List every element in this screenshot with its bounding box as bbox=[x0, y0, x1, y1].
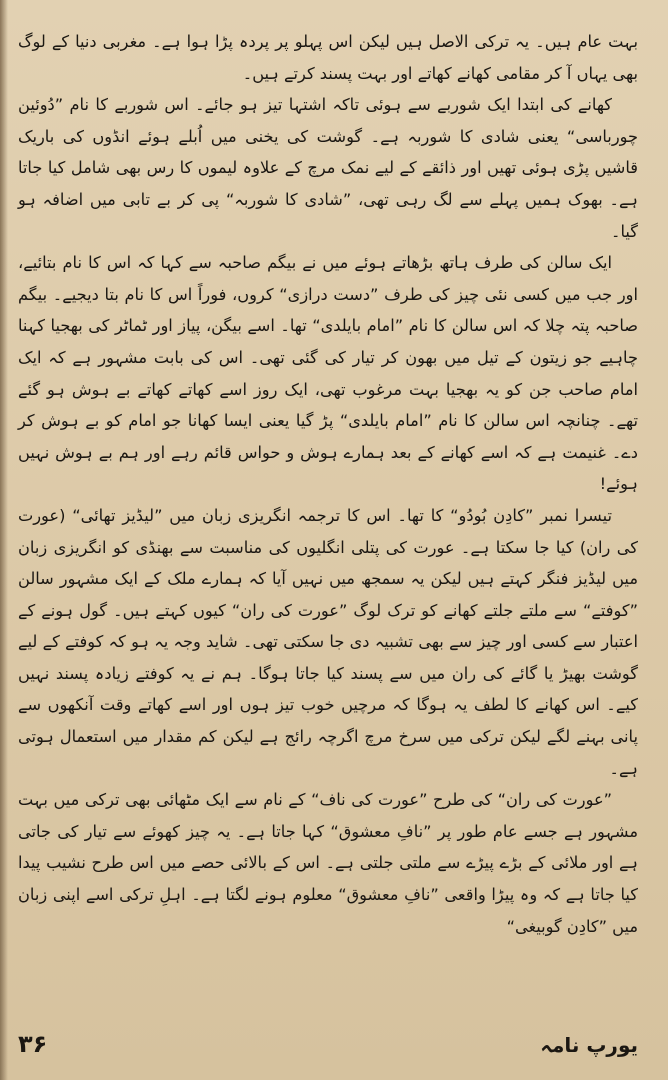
body-text bbox=[18, 26, 638, 942]
paragraph-1: بہت عام ہیں۔ یہ ترکی الاصل ہیں لیکن اس پہلو پر پردہ پڑا ہوا ہے۔ مغربی دنیا کے لوگ بھی یہاں آ کر مقامی کھانے کھاتے اور بہت پسند کرتے ہیں۔ bbox=[18, 32, 638, 83]
paragraph-2: کھانے کی ابتدا ایک شوربے سے ہوئی تاکہ اشتہا تیز ہو جائے۔ اس شوربے کا نام ”دُوئین چورباسی“ یعنی شادی کا شوربہ ہے۔ گوشت کی یخنی میں اُبلے ہوئے انڈوں کی باریک قاشیں پڑی ہوئی تھیں اور ذائقے کے لیے نمک مرچ کے علاوہ لیموں کا رس بھی شامل کیا جاتا ہے۔ بھوک ہمیں پہلے سے لگ رہی تھی، ”شادی کا شوربہ“ پی کر بے تابی میں اضافہ ہو گیا۔ bbox=[18, 95, 638, 241]
page-number: ۳۶ bbox=[18, 1030, 48, 1058]
paragraph-4: تیسرا نمبر ”کادِن بُودُو“ کا تھا۔ اس کا ترجمہ انگریزی زبان میں ”لیڈیز تھائی“ (عورت کی ران) کیا جا سکتا ہے۔ عورت کی پتلی انگلیوں کی مناسبت سے بھنڈی کو انگریزی زبان میں لیڈیز فنگر کہتے ہیں لیکن یہ سمجھ میں نہیں آیا کہ ہمارے ملک کے ایک مشہور سالن ”کوفتے“ سے ملتے جلتے کھانے کو ترک لوگ ”عورت کی ران“ کیوں کہتے ہیں۔ گول ہونے کے اعتبار سے کسی اور چیز سے بھی تشبیہ دی جا سکتی تھی۔ شاید وجہ یہ ہو کہ کوفتے کے لیے گوشت بھیڑ یا گائے کی ران میں سے پسند کیا جاتا ہوگا۔ ہم نے یہ کوفتے زیادہ پسند نہیں کیے۔ اس کھانے کا لطف یہ ہوگا کہ مرچیں خوب تیز ہوں اور اسے کھاتے وقت آنکھوں سے پانی بہنے لگے لیکن ترکی میں سرخ مرچ اگرچہ رائج ہے لیکن کم مقدار میں استعمال ہوتی ہے۔ bbox=[18, 505, 638, 778]
page-footer bbox=[18, 1030, 638, 1058]
running-title: یورپ نامہ bbox=[540, 1033, 638, 1057]
paragraph-3: ایک سالن کی طرف ہاتھ بڑھاتے ہوئے میں نے بیگم صاحبہ سے کہا کہ اس کا نام بتائیے، اور جب میں کسی نئی چیز کی طرف ”دست درازی“ کروں، فوراً اس کا نام بتا دیجیے۔ بیگم صاحبہ پتہ چلا کہ اس سالن کا نام ”امام بایلدی“ تھا۔ اسے بیگن، پیاز اور ٹماٹر کی بھجیا کہنا چاہیے جو زیتون کے تیل میں بھون کر تیار کی گئی تھی۔ اس کی بابت مشہور ہے کہ ایک امام صاحب جن کو یہ بھجیا بہت مرغوب تھی، ایک روز اسے کھاتے کھاتے بے ہوش ہو گئے تھے۔ چنانچہ اس سالن کا نام ”امام بایلدی“ پڑ گیا یعنی ایسا کھانا جو امام کو بے ہوش کر دے۔ غنیمت ہے کہ اسے کھانے کے بعد ہمارے ہوش و حواس قائم رہے اور ہم بے ہوش نہیں ہوئے! bbox=[18, 253, 638, 494]
paragraph-5: ”عورت کی ران“ کی طرح ”عورت کی ناف“ کے نام سے ایک مٹھائی بھی ترکی میں بہت مشہور ہے جسے عام طور پر ”نافِ معشوق“ کہا جاتا ہے۔ یہ چیز کھوئے سے تیار کی جاتی ہے اور ملائی کے بڑے پیڑے سے ملتی جلتی ہے۔ اس کے بالائی حصے میں اس طرح نشیب پیدا کیا جاتا ہے کہ وہ پیڑا واقعی ”نافِ معشوق“ معلوم ہونے لگتا ہے۔ اہلِ ترکی اسے اپنی زبان میں ”کادِن گوبیغی“ bbox=[18, 790, 638, 936]
